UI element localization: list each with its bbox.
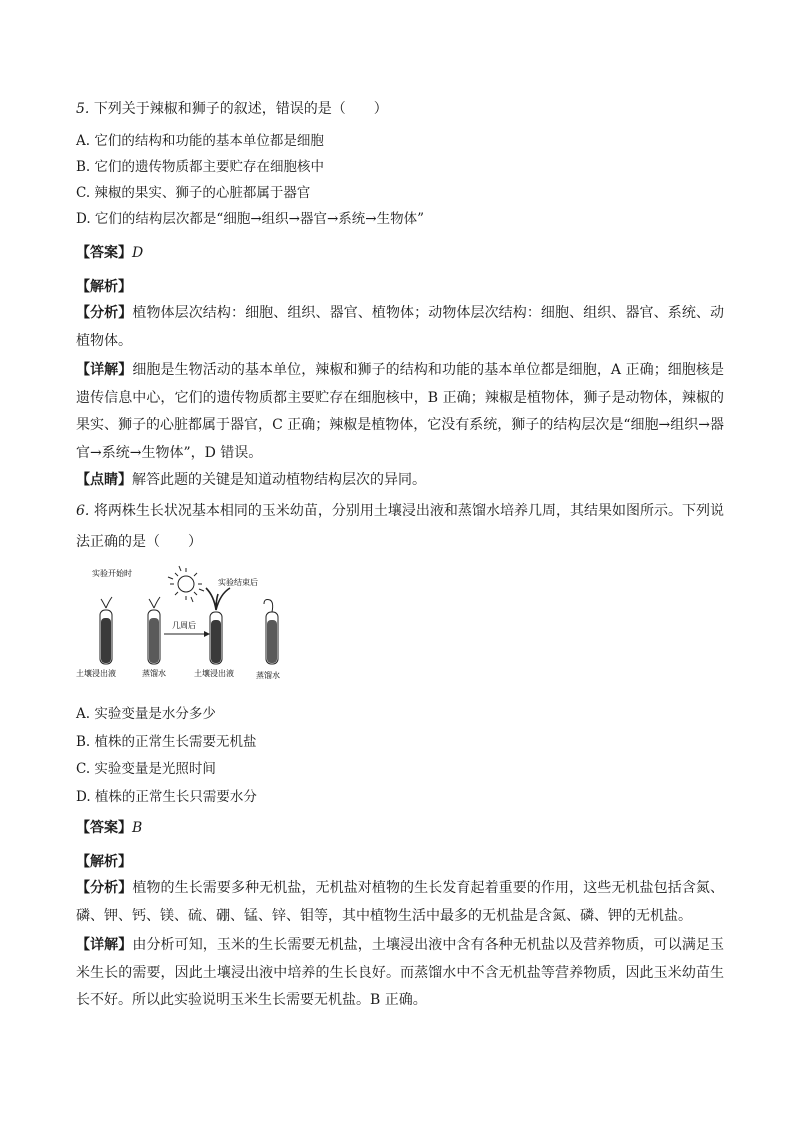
option-b: B. 它们的遗传物质都主要贮存在细胞核中 bbox=[76, 159, 325, 175]
dianjing-label: 【点睛】 bbox=[76, 472, 132, 488]
end-label: 实验结束后 bbox=[218, 578, 258, 587]
question-5-stem bbox=[76, 96, 724, 122]
question-number: 6. bbox=[76, 503, 90, 519]
fenxi-text: 植物的生长需要多种无机盐，无机盐对植物的生长发育起着重要的作用，这些无机盐包括含氮、磷、钾、钙、镁、硫、硼、锰、锌、钼等，其中植物生活中最多的无机盐是含氮、磷、钾的无机盐。 bbox=[76, 880, 725, 924]
dianjing-paragraph bbox=[76, 467, 724, 495]
tube-label-4: 蒸馏水 bbox=[256, 671, 280, 680]
question-6-stem bbox=[76, 496, 724, 558]
option-c: C. 辣椒的果实、狮子的心脏都属于器官 bbox=[76, 185, 311, 201]
test-tube-1 bbox=[100, 597, 112, 664]
start-label: 实验开始时 bbox=[92, 569, 132, 578]
xiangjie-label: 【详解】 bbox=[76, 362, 133, 378]
arrow-icon bbox=[164, 631, 210, 637]
xiangjie-paragraph bbox=[76, 932, 724, 1015]
test-tube-2 bbox=[148, 597, 160, 664]
tube-label-2: 蒸馏水 bbox=[142, 669, 166, 678]
option-c: C. 实验变量是光照时间 bbox=[76, 761, 216, 777]
experiment-figure bbox=[70, 560, 300, 684]
question-5-options bbox=[76, 128, 724, 232]
analysis-heading bbox=[76, 274, 724, 300]
arrow-label: 几周后 bbox=[172, 621, 196, 630]
fenxi-paragraph bbox=[76, 300, 724, 355]
fenxi-paragraph bbox=[76, 875, 724, 930]
question-5 bbox=[76, 96, 724, 495]
answer-value: D bbox=[132, 245, 144, 261]
answer-label: 【答案】 bbox=[76, 820, 132, 836]
question-stem-text: 将两株生长状况基本相同的玉米幼苗，分别用土壤浸出液和蒸馏水培养几周，其结果如图所示。下列说法正确的是（ ） bbox=[76, 503, 725, 550]
question-6-options bbox=[76, 701, 724, 811]
fenxi-label: 【分析】 bbox=[76, 880, 133, 896]
option-d: D. 它们的结构层次都是“细胞→组织→器官→系统→生物体” bbox=[76, 211, 424, 227]
option-b: B. 植株的正常生长需要无机盐 bbox=[76, 733, 257, 750]
sun-icon bbox=[168, 566, 204, 602]
option-a: A. 它们的结构和功能的基本单位都是细胞 bbox=[76, 133, 324, 149]
test-tube-4 bbox=[264, 600, 278, 665]
question-6 bbox=[76, 496, 724, 558]
tube-label-1: 土壤浸出液 bbox=[76, 669, 116, 678]
tube-label-3: 土壤浸出液 bbox=[194, 669, 234, 678]
question-stem-text: 下列关于辣椒和狮子的叙述，错误的是（ ） bbox=[93, 101, 388, 117]
answer-label: 【答案】 bbox=[76, 245, 132, 261]
test-tube-3 bbox=[206, 588, 230, 664]
analysis-label: 【解析】 bbox=[76, 854, 132, 870]
question-number: 5. bbox=[76, 101, 90, 117]
fenxi-text: 植物体层次结构：细胞、组织、器官、植物体；动物体层次结构：细胞、组织、器官、系统、动植物体。 bbox=[76, 305, 725, 349]
answer-line bbox=[76, 240, 724, 266]
option-d: D. 植株的正常生长只需要水分 bbox=[76, 788, 257, 805]
analysis-label: 【解析】 bbox=[76, 279, 132, 295]
dianjing-text: 解答此题的关键是知道动植物结构层次的异同。 bbox=[132, 472, 426, 488]
xiangjie-text: 由分析可知，玉米的生长需要无机盐，土壤浸出液中含有各种无机盐以及营养物质，可以满足玉米生长的需要，因此土壤浸出液中培养的生长良好。而蒸馏水中不含无机盐等营养物质，因此玉米幼苗生长不好。所以此实验说明玉米生长需要无机盐。B 正确。 bbox=[76, 937, 725, 1008]
xiangjie-text: 细胞是生物活动的基本单位，辣椒和狮子的结构和功能的基本单位都是细胞，A 正确；细胞核是遗传信息中心，它们的遗传物质都主要贮存在细胞核中，B 正确；辣椒是植物体，狮子是动物体，辣椒的果实、狮子的心脏都属于器官，C 正确；辣椒是植物体，它没有系统，狮子的结构层次是“细胞→组织→器官→系统→生物体”，D 错误。 bbox=[76, 362, 725, 461]
option-a: A. 实验变量是水分多少 bbox=[76, 706, 216, 722]
answer-value: B bbox=[132, 820, 143, 836]
question-6-body bbox=[76, 701, 724, 1015]
answer-line bbox=[76, 815, 724, 841]
xiangjie-label: 【详解】 bbox=[76, 937, 133, 953]
analysis-heading bbox=[76, 849, 724, 875]
fenxi-label: 【分析】 bbox=[76, 305, 133, 321]
xiangjie-paragraph bbox=[76, 357, 724, 467]
